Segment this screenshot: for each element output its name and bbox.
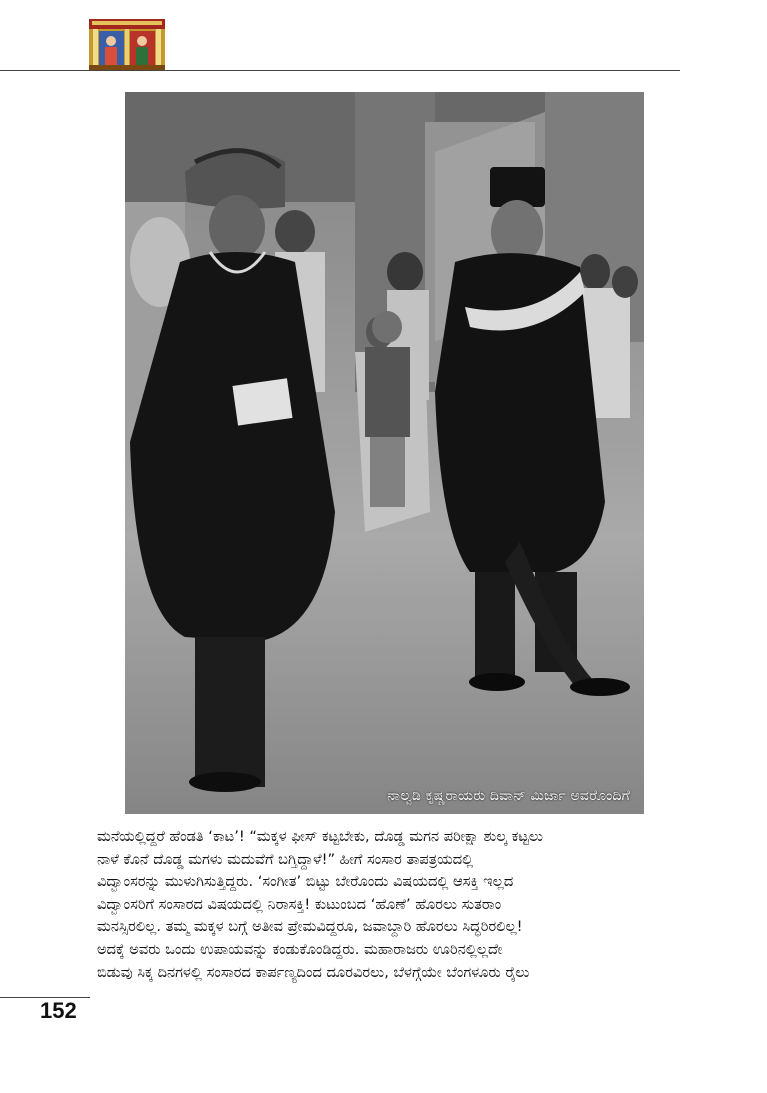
photo-caption: ನಾಲ್ವಡಿ ಕೃಷ್ಣರಾಯರು ದಿವಾನ್ ಮಿರ್ಜಾ ಅವರೊಂದಿಗೆ (387, 788, 630, 804)
header-emblem-icon (89, 19, 165, 71)
body-line: ಬಿಡುವು ಸಿಕ್ಕ ದಿನಗಳಲ್ಲಿ ಸಂಸಾರದ ಕಾರ್ಪಣ್ಯದಿಂದ ದೂರವಿರಲು, ಬೆಳಗ್ಗೆಯೇ ಬೆಂಗಳೂರು ರೈಲು (97, 963, 530, 981)
body-line: ವಿದ್ವಾಂಸರಿಗೆ ಸಂಸಾರದ ವಿಷಯದಲ್ಲಿ ನಿರಾಸಕ್ತಿ! ಕುಟುಂಬದ ‘ಹೊಣೆ’ ಹೊರಲು ಸುತರಾಂ (97, 895, 502, 913)
page-number: 152 (40, 998, 77, 1023)
historical-photo (125, 92, 644, 814)
header-rule (0, 70, 680, 71)
body-line: ನಾಳೆ ಕೊನೆ ದೊಡ್ಡ ಮಗಳು ಮದುವೆಗೆ ಬಗ್ತಿದ್ದಾಳೆ!” ಹೀಗೆ ಸಂಸಾರ ತಾಪತ್ರಯದಲ್ಲಿ (97, 850, 474, 868)
body-line: ವಿದ್ವಾಂಸರನ್ನು ಮುಳುಗಿಸುತ್ತಿದ್ದರು. ‘ಸಂಗೀತ’ ಬಿಟ್ಟು ಬೇರೊಂದು ವಿಷಯದಲ್ಲಿ ಆಸಕ್ತಿ ಇಲ್ಲದ (97, 873, 514, 891)
body-line: ಮನೆಯಲ್ಲಿದ್ದರೆ ಹೆಂಡತಿ ‘ಕಾಟ’! “ಮಕ್ಕಳ ಫೀಸ್ ಕಟ್ಟಬೇಕು, ದೊಡ್ಡ ಮಗನ ಪರೀಕ್ಷಾ ಶುಲ್ಕ ಕಟ್ಟಲು (97, 828, 544, 845)
body-paragraph (97, 826, 679, 984)
body-line: ಅದಕ್ಕೆ ಅವರು ಒಂದು ಉಪಾಯವನ್ನು ಕಂಡುಕೊಂಡಿದ್ದರು. ಮಹಾರಾಜರು ಊರಿನಲ್ಲಿಲ್ಲದೇ (97, 940, 503, 958)
body-line: ಮನಸ್ಸಿರಲಿಲ್ಲ. ತಮ್ಮ ಮಕ್ಕಳ ಬಗ್ಗೆ ಅತೀವ ಪ್ರೇಮವಿದ್ದರೂ, ಜವಾಬ್ದಾರಿ ಹೊರಲು ಸಿದ್ಧರಿರಲಿಲ್ಲ! (97, 918, 523, 936)
